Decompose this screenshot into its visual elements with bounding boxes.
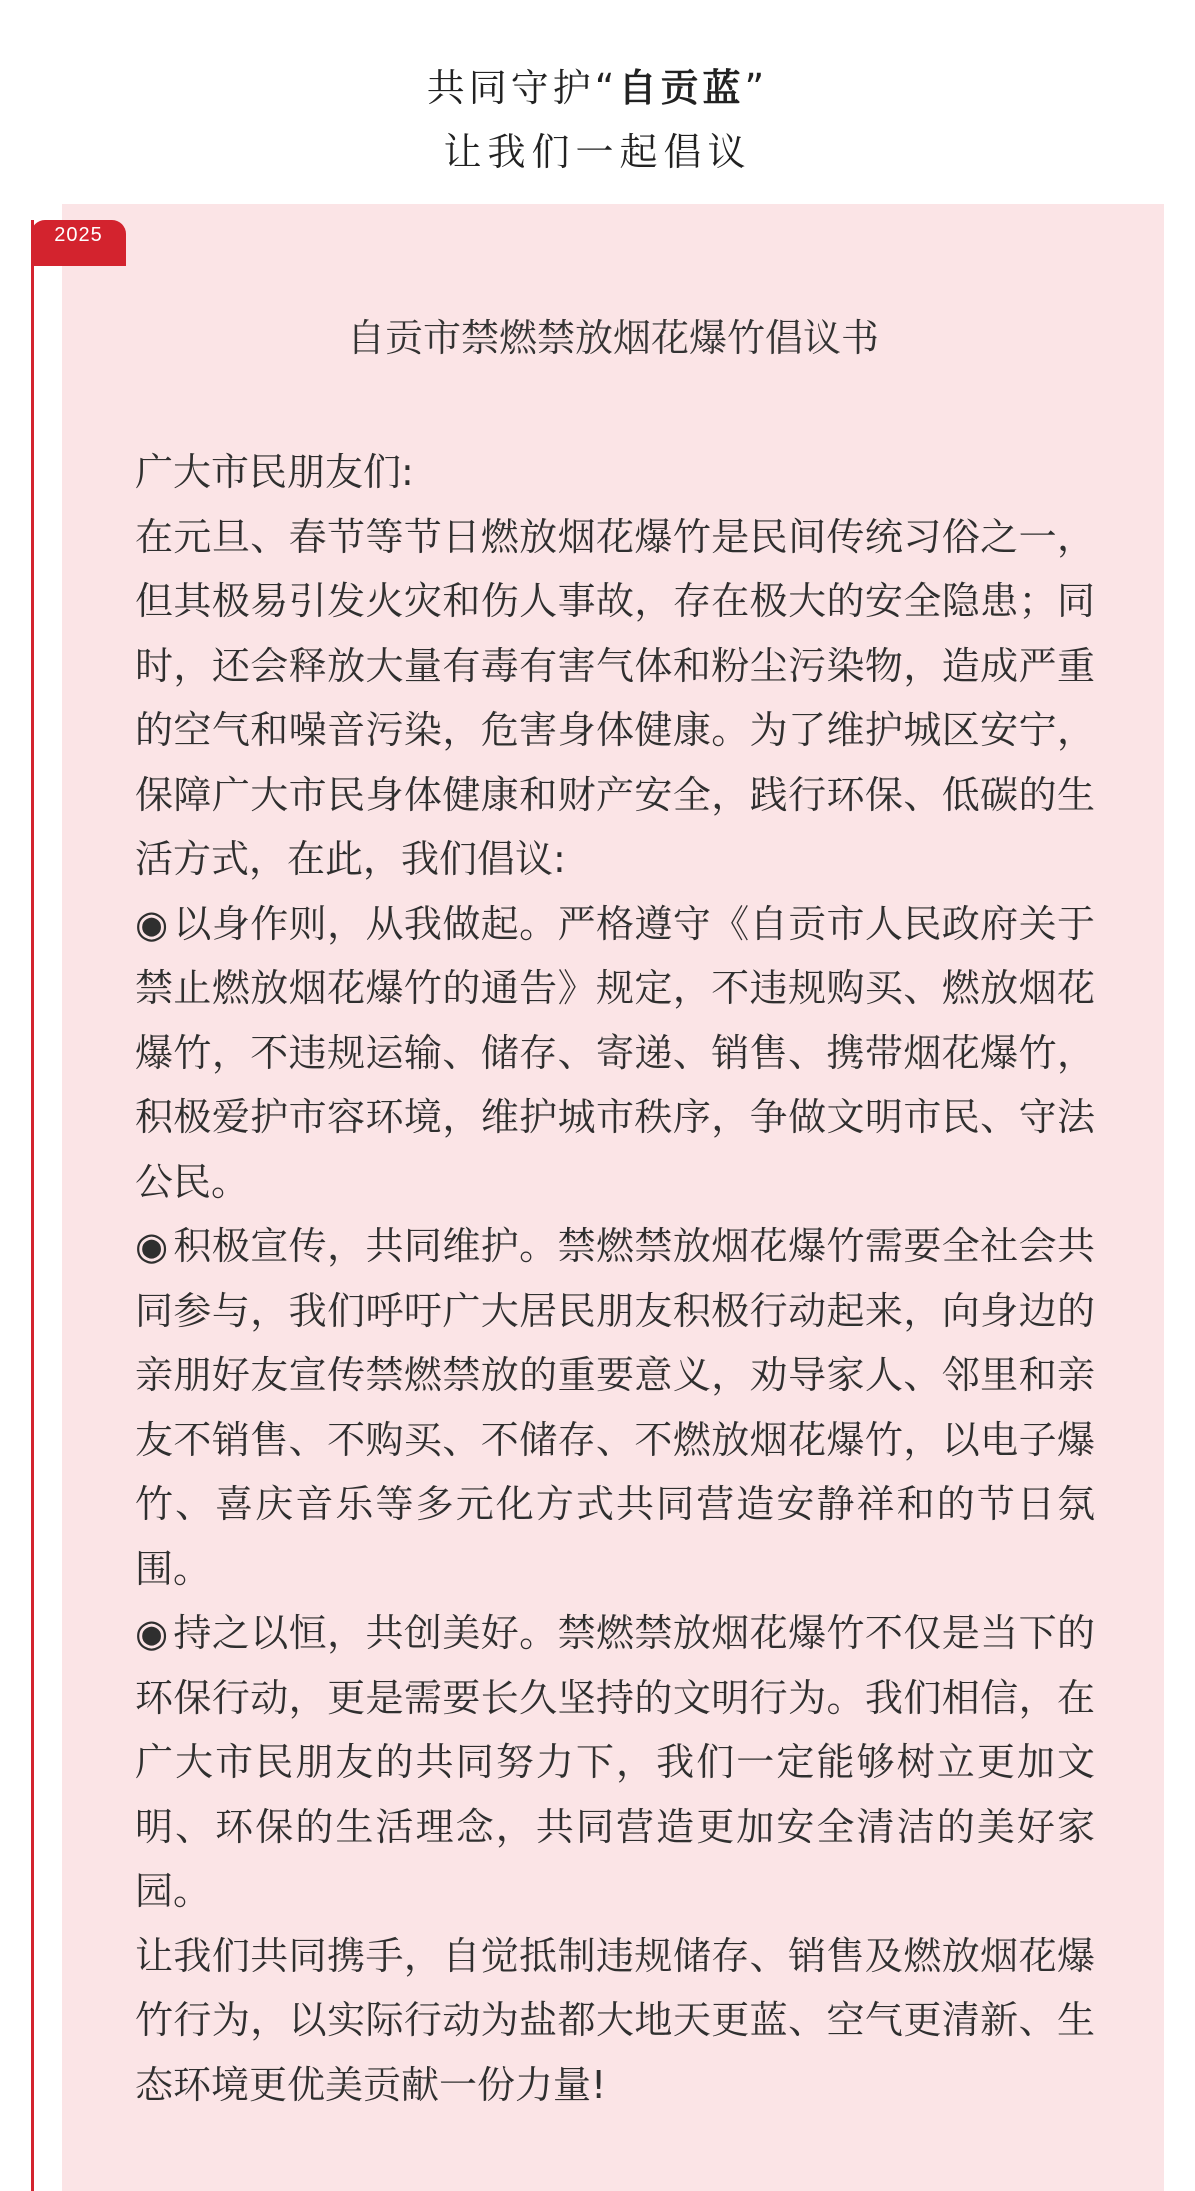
header-title-line1 (0, 62, 1195, 114)
bullet-text: 积极宣传，共同维护。禁燃禁放烟花爆竹需要全社会共同参与，我们呼吁广大居民朋友积极行动起来，向身边的亲朋好友宣传禁燃禁放的重要意义，劝导家人、邻里和亲友不销售、不购买、不储存、不燃放烟花爆竹，以电子爆竹、喜庆音乐等多元化方式共同营造安静祥和的节日氛围。 (135, 1224, 1095, 1591)
bullet-icon: ◉ (135, 901, 169, 946)
bullet-icon: ◉ (135, 1611, 169, 1655)
header-title-prefix: 共同守护“ (426, 66, 619, 110)
closing-paragraph: 让我们共同携手，自觉抵制违规储存、销售及燃放烟花爆竹行为，以实际行动为盐都大地天更蓝、空气更清新、生态环境更优美贡献一份力量! (135, 1933, 1095, 2107)
greeting: 广大市民朋友们: (135, 450, 414, 494)
year-tab: 2025 (31, 220, 126, 266)
header-title-emphasis: 自贡蓝 (618, 66, 745, 110)
bullet-item (135, 1214, 1095, 1601)
intro-paragraph: 在元旦、春节等节日燃放烟花爆竹是民间传统习俗之一，但其极易引发火灾和伤人事故，存在极大的安全隐患；同时，还会释放大量有毒有害气体和粉尘污染物，造成严重的空气和噪音污染，危害身体健康。为了维护城区安宁，保障广大市民身体健康和财产安全，践行环保、低碳的生活方式，在此，我们倡议: (135, 514, 1095, 881)
header-title-line2: 让我们一起倡议 (443, 130, 752, 174)
document-title: 自贡市禁燃禁放烟花爆竹倡议书 (346, 316, 879, 360)
bullet-icon: ◉ (135, 1224, 169, 1268)
header-title-suffix: ” (744, 66, 769, 110)
bullet-text: 以身作则，从我做起。严格遵守《自贡市人民政府关于禁止燃放烟花爆竹的通告》规定，不违规购买、燃放烟花爆竹，不违规运输、储存、寄递、销售、携带烟花爆竹，积极爱护市容环境，维护城市秩序，争做文明市民、守法公民。 (135, 901, 1095, 1204)
proposal-body (135, 440, 1095, 2117)
bullet-item (135, 892, 1095, 1215)
bullet-item (135, 1601, 1095, 1924)
left-accent-rule (31, 220, 34, 2191)
bullet-text: 持之以恒，共创美好。禁燃禁放烟花爆竹不仅是当下的环保行动，更是需要长久坚持的文明行为。我们相信，在广大市民朋友的共同努力下，我们一定能够树立更加文明、环保的生活理念，共同营造更加安全清洁的美好家园。 (135, 1611, 1095, 1913)
